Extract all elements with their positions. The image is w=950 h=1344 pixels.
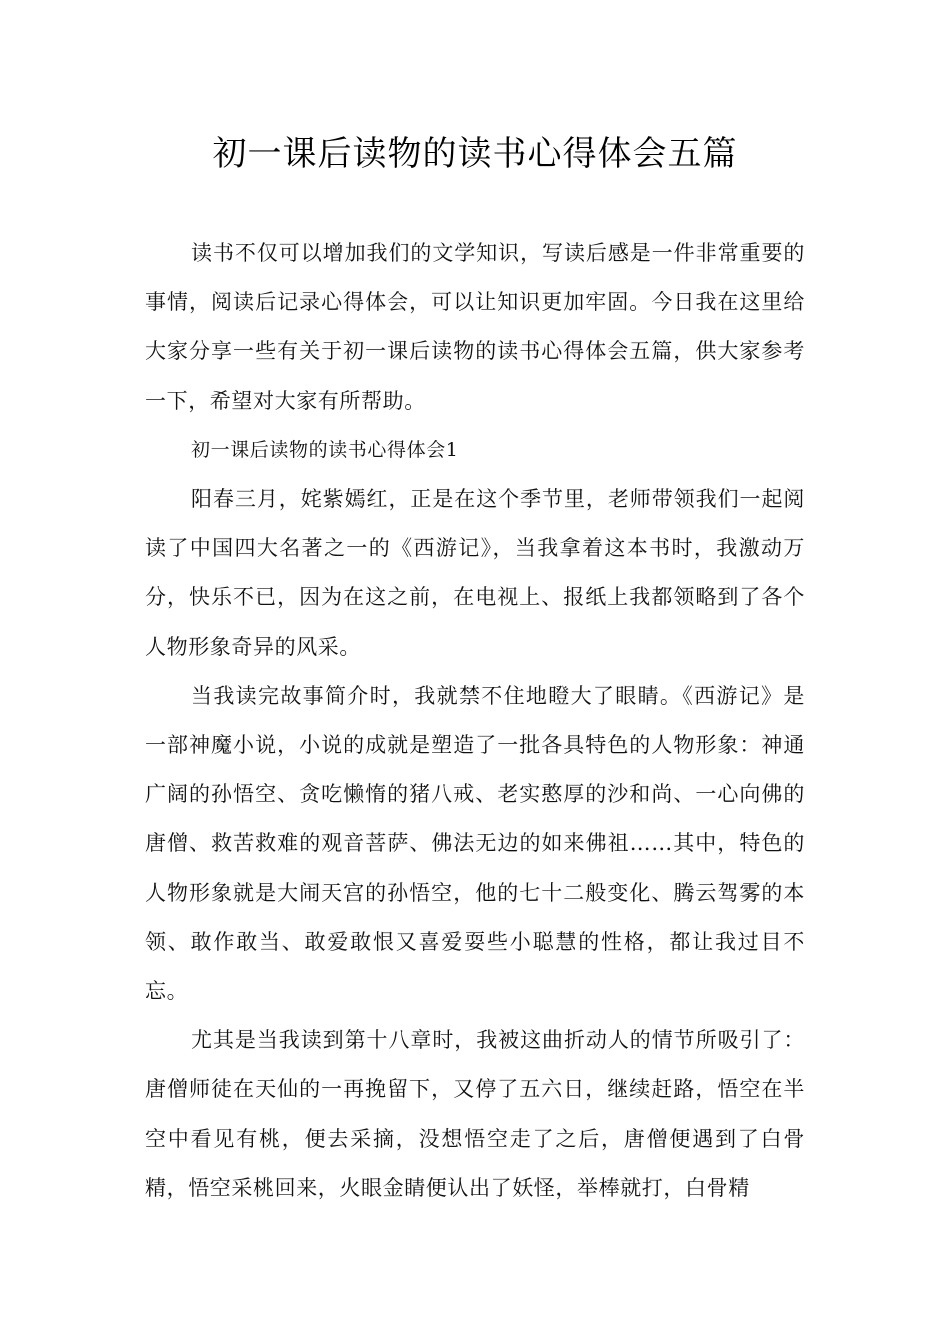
body-paragraph: 当我读完故事简介时，我就禁不住地瞪大了眼睛。《西游记》是一部神魔小说，小说的成就是塑造了一批各具特色的人物形象：神通广阔的孙悟空、贪吃懒惰的猪八戒、老实憨厚的沙和尚、一心向佛的唐僧、救苦救难的观音菩萨、佛法无边的如来佛祖……其中，特色的人物形象就是大闹天宫的孙悟空，他的七十二般变化、腾云驾雾的本领、敢作敢当、敢爱敢恨又喜爱耍些小聪慧的性格，都让我过目不忘。 [145, 683, 805, 1004]
document-title: 初一课后读物的读书心得体会五篇 [212, 134, 738, 174]
document-body [145, 229, 805, 1213]
intro-paragraph: 读书不仅可以增加我们的文学知识，写读后感是一件非常重要的事情，阅读后记录心得体会，可以让知识更加牢固。今日我在这里给大家分享一些有关于初一课后读物的读书心得体会五篇，供大家参考一下，希望对大家有所帮助。 [145, 241, 805, 413]
body-paragraph: 尤其是当我读到第十八章时，我被这曲折动人的情节所吸引了：唐僧师徒在天仙的一再挽留下，又停了五六日，继续赶路，悟空在半空中看见有桃，便去采摘，没想悟空走了之后，唐僧便遇到了白骨精，悟空采桃回来，火眼金睛便认出了妖怪，举棒就打，白骨精 [145, 1028, 805, 1200]
section-heading: 初一课后读物的读书心得体会1 [191, 438, 459, 461]
body-paragraph: 阳春三月，姹紫嫣红，正是在这个季节里，老师带领我们一起阅读了中国四大名著之一的《西游记》，当我拿着这本书时，我激动万分，快乐不已，因为在这之前，在电视上、报纸上我都领略到了各个人物形象奇异的风采。 [145, 487, 805, 659]
